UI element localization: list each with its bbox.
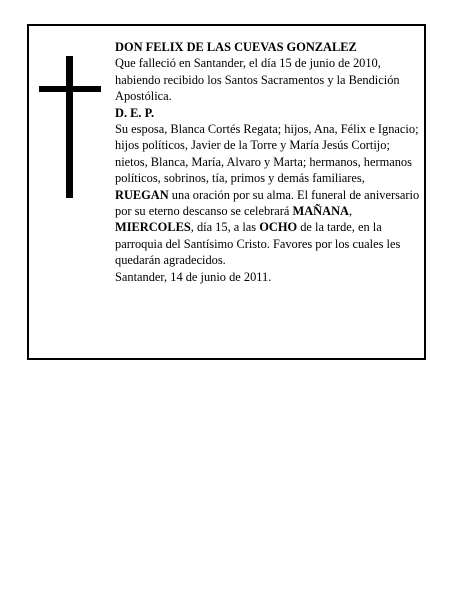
prayer-comma: ,	[348, 204, 353, 219]
miercoles-word: MIERCOLES	[115, 220, 191, 235]
deceased-name: DON FELIX DE LAS CUEVAS GONZALEZ	[115, 40, 357, 54]
prayer-request	[115, 187, 423, 269]
cross-horizontal-bar	[39, 86, 101, 92]
prayer-text-1: una oración por su alma. El funeral de aniversario por su eterno descanso se celebrará	[115, 187, 420, 219]
ocho-word: OCHO	[259, 220, 298, 235]
cross-icon	[39, 56, 101, 198]
death-notice: Que falleció en Santander, el día 15 de junio de 2010, habiendo recibido los Santos Sacramentos y la Bendición Apostólica.	[115, 56, 400, 104]
ruegan-word: RUEGAN	[115, 187, 169, 202]
family-members: Su esposa, Blanca Cortés Regata; hijos, Ana, Félix e Ignacio; hijos políticos, Javier de la Torre y María Jesús Cortijo; nietos, Blanca, María, Alvaro y Marta; hermanos, hermanos políticos, sobrinos, tía, primos y demás familiares,	[115, 122, 419, 186]
prayer-text-3: de la tarde, en la parroquia del Santísimo Cristo. Favores por los cuales les quedarán agradecidos.	[115, 220, 401, 268]
prayer-text-2: , día 15, a las	[190, 220, 260, 235]
manana-word: MAÑANA	[292, 204, 349, 219]
obituary-notice	[27, 24, 426, 360]
cross-vertical-bar	[66, 56, 73, 198]
place-and-date: Santander, 14 de junio de 2011.	[115, 269, 272, 284]
notice-text	[115, 39, 423, 285]
rip-abbreviation: D. E. P.	[115, 105, 155, 120]
